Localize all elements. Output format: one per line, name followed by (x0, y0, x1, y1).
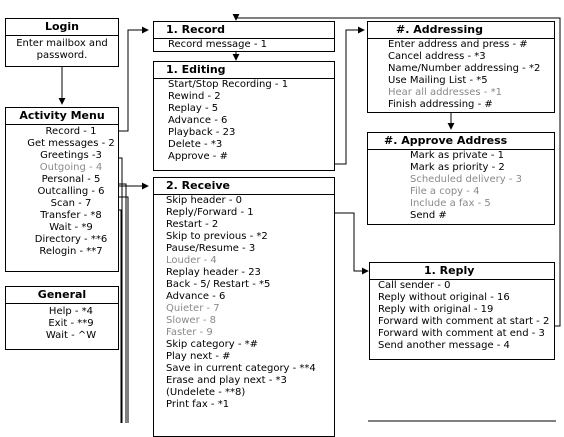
general-item: Wait - ^W (45, 330, 97, 341)
general-title: General (6, 287, 118, 304)
record-item: Record message - 1 (168, 39, 267, 50)
activity-menu-item: Relogin - **7 (39, 246, 103, 257)
receive-item: Erase and play next - *3 (166, 375, 287, 386)
approve-address-item: Mark as private - 1 (410, 150, 505, 161)
reply-item: Send another message - 4 (378, 340, 510, 351)
addressing-list (368, 39, 554, 111)
activity-menu-item: Outcalling - 6 (37, 186, 105, 197)
receive-box (153, 177, 335, 437)
approve-address-item: Scheduled delivery - 3 (410, 174, 522, 185)
login-box (5, 18, 119, 67)
editing-item: Replay - 5 (168, 103, 219, 114)
activity-menu-item: Wait - *9 (49, 222, 93, 233)
general-item: Help - *4 (48, 306, 94, 317)
addressing-item: Hear all addresses - *1 (388, 87, 502, 98)
activity-menu-item: Greetings -3 (40, 150, 102, 161)
activity-menu-item: Outgoing - 4 (39, 162, 103, 173)
login-body (6, 36, 118, 62)
receive-item: Print fax - *1 (166, 399, 230, 410)
login-title: Login (6, 19, 118, 36)
record-box (153, 21, 335, 52)
receive-item: Save in current category - **4 (166, 363, 316, 374)
activity-menu-list (6, 125, 118, 258)
login-line-2: password. (36, 50, 88, 61)
addressing-item: Finish addressing - # (388, 99, 493, 110)
editing-item: Approve - # (168, 151, 228, 162)
addressing-item: Name/Number addressing - *2 (388, 63, 541, 74)
general-item: Exit - **9 (48, 318, 94, 329)
reply-title: 1. Reply (370, 263, 554, 280)
addressing-item: Enter address and press - # (388, 39, 528, 50)
editing-list (154, 79, 334, 163)
reply-item: Forward with comment at end - 3 (378, 328, 545, 339)
record-title: 1. Record (154, 22, 334, 39)
activity-menu-item: Transfer - *8 (40, 210, 102, 221)
receive-item: Reply/Forward - 1 (166, 207, 254, 218)
editing-title: 1. Editing (154, 62, 334, 79)
receive-item: Replay header - 23 (166, 267, 261, 278)
approve-address-box (367, 132, 555, 225)
approve-address-title: #. Approve Address (368, 133, 554, 150)
reply-item: Reply without original - 16 (378, 292, 510, 303)
receive-item: Pause/Resume - 3 (166, 243, 256, 254)
receive-item: Back - 5/ Restart - *5 (166, 279, 271, 290)
editing-item: Start/Stop Recording - 1 (168, 79, 289, 90)
reply-list (370, 280, 554, 352)
receive-item: Advance - 6 (166, 291, 226, 302)
activity-menu-item: Directory - **6 (34, 234, 108, 245)
addressing-title: #. Addressing (368, 22, 554, 39)
reply-box (369, 262, 555, 360)
addressing-item: Use Mailing List - *5 (388, 75, 488, 86)
reply-item: Call sender - 0 (378, 280, 451, 291)
addressing-item: Cancel address - *3 (388, 51, 486, 62)
activity-menu-item: Scan - 7 (50, 198, 92, 209)
activity-menu-item: Personal - 5 (41, 174, 101, 185)
activity-menu-item: Get messages - 2 (27, 138, 115, 149)
addressing-box (367, 21, 555, 113)
general-list (6, 304, 118, 342)
receive-item: Slower - 8 (166, 315, 217, 326)
receive-item: Play next - # (166, 351, 231, 362)
receive-item: Skip category - *# (166, 339, 258, 350)
approve-address-item: Send # (410, 210, 447, 221)
editing-item: Delete - *3 (168, 139, 223, 150)
approve-address-item: Mark as priority - 2 (410, 162, 505, 173)
approve-address-list (368, 150, 554, 222)
activity-menu-title: Activity Menu (6, 108, 118, 125)
receive-item: Restart - 2 (166, 219, 219, 230)
approve-address-item: File a copy - 4 (410, 186, 480, 197)
receive-title: 2. Receive (154, 178, 334, 195)
activity-menu-box (5, 107, 119, 272)
reply-item: Reply with original - 19 (378, 304, 494, 315)
receive-item: Louder - 4 (166, 255, 217, 266)
activity-menu-item: Record - 1 (45, 126, 97, 137)
editing-item: Advance - 6 (168, 115, 228, 126)
login-line-1: Enter mailbox and (16, 38, 108, 49)
reply-item: Forward with comment at start - 2 (378, 316, 550, 327)
receive-item: Skip header - 0 (166, 195, 243, 206)
editing-item: Playback - 23 (168, 127, 236, 138)
record-list (154, 39, 334, 51)
editing-box (153, 61, 335, 171)
receive-item: Quieter - 7 (166, 303, 220, 314)
receive-list (154, 195, 334, 411)
receive-item: (Undelete - **8) (166, 387, 246, 398)
receive-item: Skip to previous - *2 (166, 231, 268, 242)
receive-item: Faster - 9 (166, 327, 213, 338)
general-box (5, 286, 119, 350)
editing-item: Rewind - 2 (168, 91, 221, 102)
approve-address-item: Include a fax - 5 (410, 198, 491, 209)
